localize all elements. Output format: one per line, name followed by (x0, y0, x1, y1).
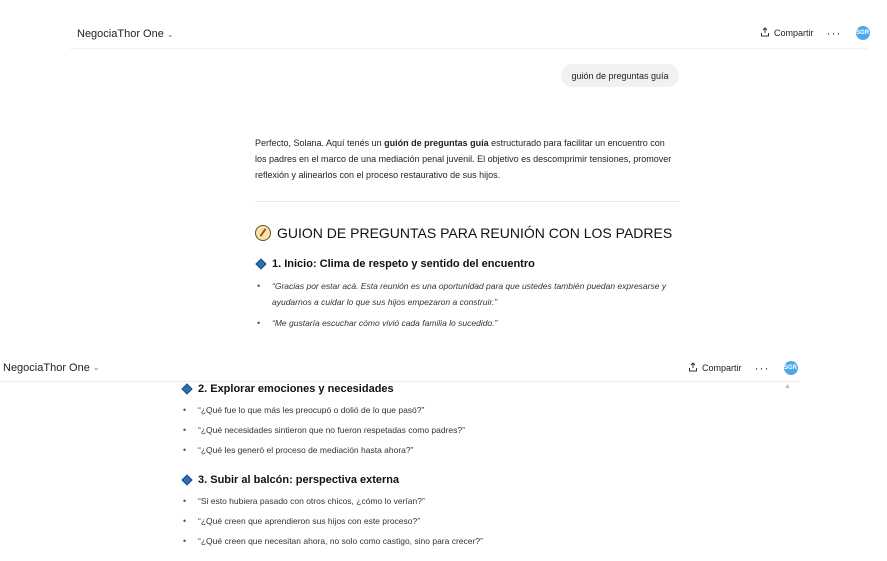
section-title-text: 1. Inicio: Clima de respeto y sentido del encuentro (272, 258, 535, 270)
list-item: • “Si esto hubiera pasado con otros chicos, ¿cómo lo verían?” (183, 495, 603, 508)
list-item: • “Gracias por estar acá. Esta reunión es una oportunidad para que ustedes también puedan expresarse y ayudarnos a cuidar lo que sus hijos empezaron a construir.” (257, 278, 672, 310)
compass-icon (255, 225, 271, 241)
share-button[interactable] (688, 362, 742, 374)
share-icon (688, 362, 698, 374)
blue-diamond-icon (181, 383, 192, 394)
share-icon (760, 27, 770, 39)
second-header (0, 354, 800, 382)
app-title-dropdown[interactable] (77, 28, 174, 40)
section-title-text: 3. Subir al balcón: perspectiva externa (198, 474, 400, 486)
chevron-down-icon: ⌄ (166, 29, 174, 39)
divider (255, 201, 679, 202)
user-message-text: guión de preguntas guía (571, 70, 669, 81)
header-actions (688, 361, 798, 375)
question-list (183, 495, 603, 555)
response-heading (255, 225, 672, 241)
blue-diamond-icon (255, 258, 266, 269)
blue-diamond-icon (181, 474, 192, 485)
question-list (183, 404, 603, 464)
scroll-up-icon[interactable]: ▲ (784, 383, 791, 390)
share-button[interactable] (760, 27, 814, 39)
more-options-icon[interactable]: ··· (754, 361, 770, 375)
avatar[interactable]: SGR (784, 361, 798, 375)
question-list (257, 278, 672, 336)
app-title: NegociaThor One (3, 361, 90, 374)
share-label: Compartir (702, 363, 742, 373)
top-header (70, 20, 870, 49)
section-title-text: 2. Explorar emociones y necesidades (198, 383, 394, 395)
assistant-intro-paragraph (255, 135, 675, 183)
list-item: • “¿Qué creen que necesitan ahora, no solo como castigo, sino para crecer?” (183, 535, 603, 548)
intro-text-bold: guión de preguntas guía (384, 138, 489, 148)
list-item: • “¿Qué les generó el proceso de mediación hasta ahora?” (183, 444, 603, 457)
more-options-icon[interactable]: ··· (826, 26, 842, 40)
share-label: Compartir (774, 28, 814, 38)
list-item: • “¿Qué creen que aprendieron sus hijos con este proceso?” (183, 515, 603, 528)
avatar[interactable]: SGR (856, 26, 870, 40)
list-item: • “¿Qué fue lo que más les preocupó o dolió de lo que pasó?” (183, 404, 603, 417)
user-message-bubble (561, 64, 679, 87)
intro-text-end: estructurado para facilitar un encuentro con los padres en el marco de una mediación penal juvenil. El objetivo es descomprimir tensiones, promover reflexión y alinearlos con el proceso restaurativo de sus hijos. (255, 138, 672, 180)
list-item: • “¿Qué necesidades sintieron que no fueron respetadas como padres?” (183, 424, 603, 437)
header-actions (760, 26, 870, 40)
section-title (257, 258, 535, 270)
section-title (183, 474, 399, 486)
list-item: • “Me gustaría escuchar cómo vivió cada familia lo sucedido.” (257, 315, 672, 331)
app-title-dropdown[interactable] (3, 362, 100, 374)
heading-text: GUION DE PREGUNTAS PARA REUNIÓN CON LOS PADRES (277, 225, 673, 241)
intro-text-start: Perfecto, Solana. Aquí tenés un (255, 138, 385, 148)
chevron-down-icon: ⌄ (92, 363, 100, 372)
app-title: NegociaThor One (77, 28, 164, 40)
section-title (183, 383, 394, 395)
